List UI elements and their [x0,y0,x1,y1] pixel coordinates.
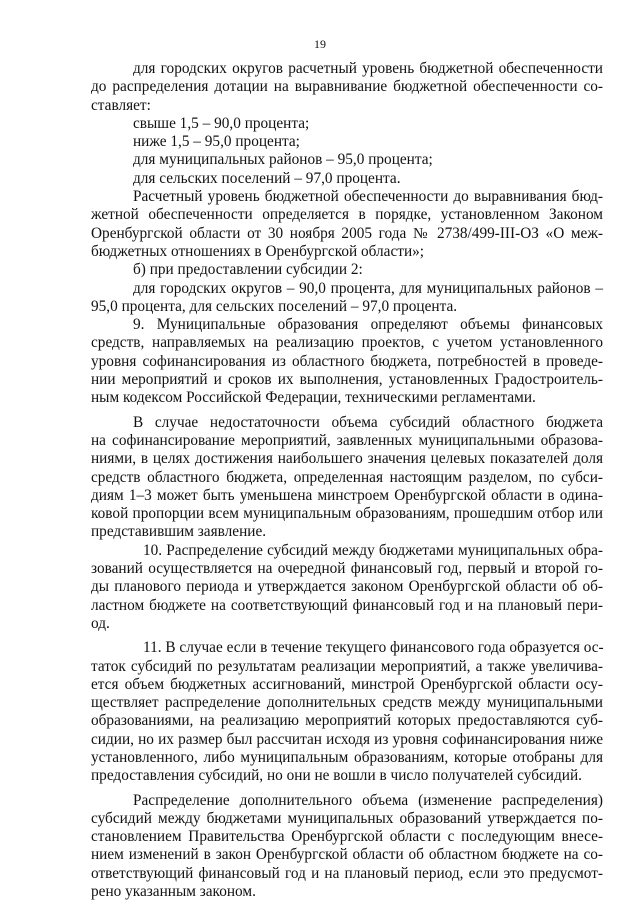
text-line: ниже 1,5 – 95,0 процента; [133,133,300,151]
text-line: 9. Муниципальные образования определяют объемы финансовых [133,316,603,334]
text-line: ществляет распределение дополнительных средств между муниципальными [91,694,603,712]
text-line: для городских округов расчетный уровень бюджетной обеспеченности [133,60,603,77]
text-line: уровня софинансирования из областного бюджета, потребностей в проведе- [91,352,603,370]
text-line: ется объем бюджетных ассигнований, минстрой Оренбургской области осу- [91,675,603,693]
text-line: сидии, но их размер был рассчитан исходя из уровня софинансирования ниже [91,730,603,748]
text-line: 10. Распределение субсидий между бюджетами муниципальных обра- [143,541,603,559]
text-line: нии мероприятий и сроков их выполнения, установленных Градостроитель- [91,371,603,389]
text-line: субсидий между бюджетами муниципальных образований утверждается по- [91,809,603,827]
text-line: ды планового периода и утверждается законом Оренбургской области об об- [91,578,603,596]
text-line: В случае недостаточности объема субсидий областного бюджета [133,413,603,431]
text-line: ластном бюджете на соответствующий финансовый год и на плановый пери- [91,596,603,614]
document-body [91,60,603,901]
text-line: для городских округов – 90,0 процента, для муниципальных районов – [133,279,603,297]
text-line: 11. В случае если в течение текущего финансового года образуется ос- [143,639,604,657]
text-line: ставляет: [91,96,151,114]
text-line: средств областного бюджета, определенная настоящим разделом, по субси- [91,468,603,486]
text-line: Оренбургской области от 30 ноября 2005 года № 2738/499-III-ОЗ «О меж- [91,224,603,242]
text-line: Расчетный уровень бюджетной обеспеченности до выравнивания бюд- [133,188,603,206]
text-line: до распределения дотации на выравнивание бюджетной обеспеченности со- [91,78,603,96]
text-line: ным кодексом Российской Федерации, техническими регламентами. [91,389,536,407]
page-number: 19 [314,37,326,51]
text-line: предоставления субсидий, но они не вошли в число получателей субсидий. [91,767,582,785]
text-line: установленного, либо муниципальным образованиям, которые отобраны для [91,748,603,766]
text-line: б) при предоставлении субсидии 2: [133,261,363,279]
text-line: образованиями, на реализацию мероприятий которых предоставляются суб- [91,712,603,730]
text-line: нием изменений в закон Оренбургской области об областном бюджете на со- [91,846,603,864]
text-line: диям 1–3 может быть уменьшена минстроем Оренбургской области в одина- [91,486,603,504]
text-line: ниями, в целях достижения наибольшего значения целевых показателей доля [91,450,603,468]
text-line: рено указанным законом. [91,883,256,901]
text-line: Распределение дополнительного объема (изменение распределения) [133,791,603,809]
text-line: становлением Правительства Оренбургской области с последующим внесе- [91,828,603,846]
text-line: для сельских поселений – 97,0 процента. [133,169,401,187]
text-line: од. [91,614,110,632]
text-line: 95,0 процента, для сельских поселений – 97,0 процента. [91,297,458,315]
text-line: представившим заявление. [91,523,267,541]
text-line: для муниципальных районов – 95,0 процента; [133,151,433,169]
text-line: свыше 1,5 – 90,0 процента; [133,114,310,132]
text-line: таток субсидий по результатам реализации мероприятий, а также увеличива- [91,657,603,675]
text-line: ответствующий финансовый год и на плановый период, если это предусмот- [91,864,603,882]
text-line: жетной обеспеченности определяется в порядке, установленном Законом [91,206,603,224]
text-line: на софинансирование мероприятий, заявленных муниципальными образова- [91,431,603,449]
text-line: ковой пропорции всем муниципальным образованиям, прошедшим отбор или [91,505,603,523]
text-line: средств, направляемых на реализацию проектов, с учетом установленного [91,334,603,352]
text-line: зований осуществляется на очередной финансовый год, первый и второй го- [91,560,603,578]
text-line: бюджетных отношениях в Оренбургской области»; [91,242,425,260]
